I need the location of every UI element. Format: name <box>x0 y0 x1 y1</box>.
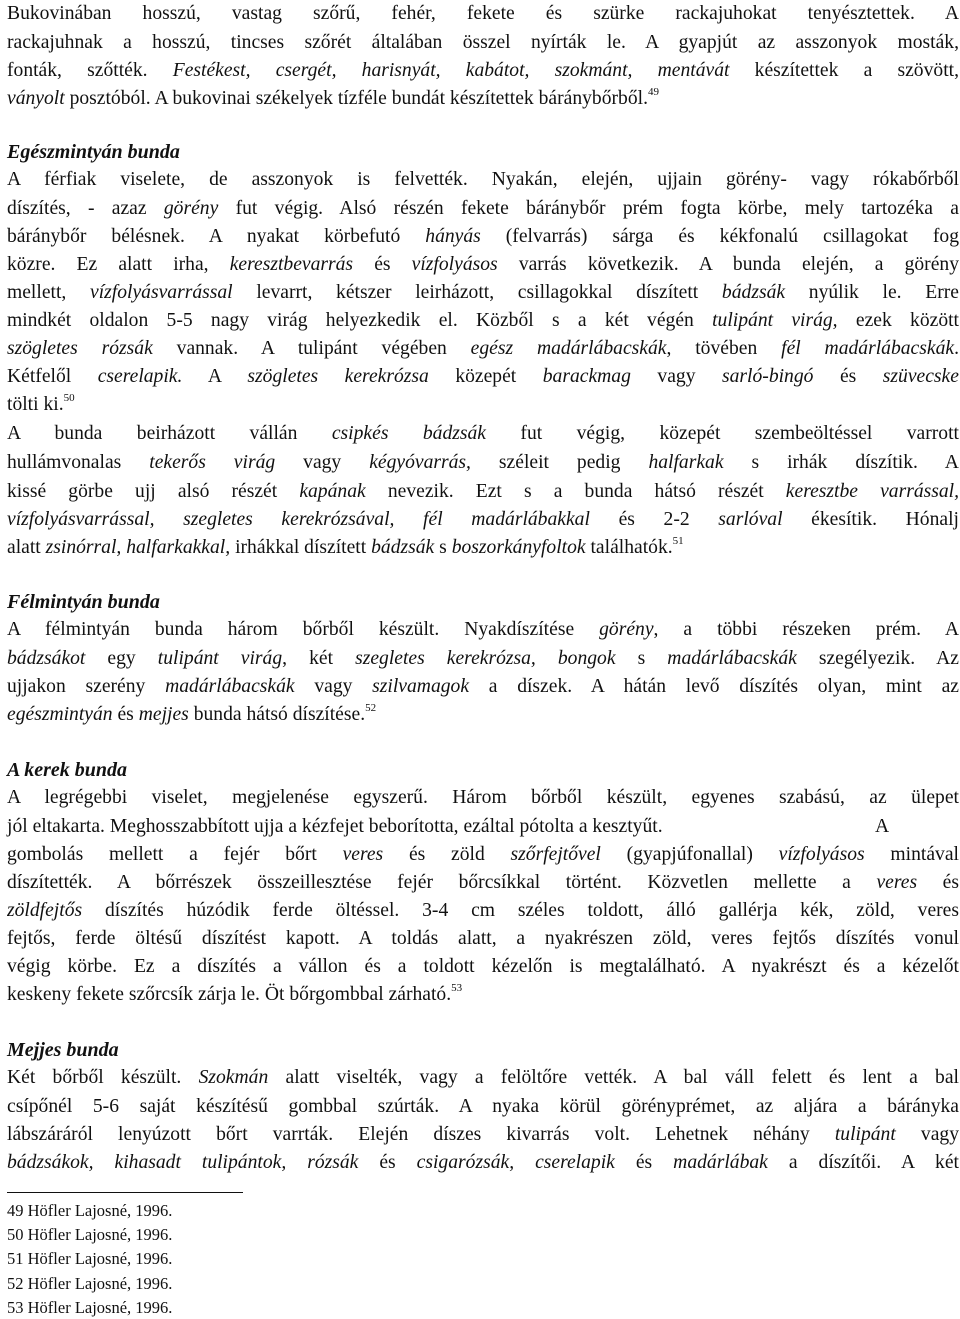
text-line: ujjakon szerény madárlábacskák vagy szilvamagok a díszek. A hátán levő díszítés olyan, mint az <box>7 676 959 697</box>
text-line: A bunda beirházott vállán csipkés bádzsák fut végig, közepét szembeöltéssel varrott <box>7 423 959 444</box>
text-line: A félmintyán bunda három bőrből készült. Nyakdíszítése görény, a többi részeken prém. A <box>7 619 959 640</box>
text-line: lábszáráról lenyúzott bőrt varrták. Elején díszes kivarrás volt. Lehetnek néhány tulipánt vagy <box>7 1124 959 1145</box>
footnote: 53 Höfler Lajosné, 1996. <box>7 1297 173 1317</box>
text-line: tölti ki.$^{50}$ <box>7 392 75 415</box>
text-line: Kétfelől cserelapik. A szögletes kerekrózsa közepét barackmag vagy sarló-bingó és szüvecske <box>7 366 959 387</box>
text-line: alatt zsinórral, halfarkakkal, irhákkal díszített bádzsák s boszorkányfoltok találhatók.$^{51}$ <box>7 535 684 558</box>
text-line: A férfiak viselete, de asszonyok is felvették. Nyakán, elején, ujjain görény- vagy rókabőrből <box>7 169 959 190</box>
text-line: mellett, vízfolyásvarrással levarrt, kétszer leirházott, csillagokkal díszített bádzsák nyúlik le. Erre <box>7 282 959 303</box>
section-heading: Mejjes bunda <box>7 1039 119 1061</box>
footnote: 52 Höfler Lajosné, 1996. <box>7 1273 173 1293</box>
footnote: 50 Höfler Lajosné, 1996. <box>7 1225 173 1245</box>
text-line: díszítették. A bőrrészek összeillesztése fejér bőrcsíkkal történt. Közvetlen mellette a veres és <box>7 872 959 893</box>
section-heading: Egészmintyán bunda <box>7 141 180 163</box>
text-line: jól eltakarta. Meghosszabbított ujja a kézfejet beborította, ezáltal pótolta a kesztyűt. A <box>7 816 890 837</box>
text-line: báránybőr bélésnek. A nyakat körbefutó hányás (felvarrás) sárga és kékfonalú csillagokat fog <box>7 226 959 247</box>
footnote-ref: 51 <box>672 535 684 548</box>
text-line: szögletes rózsák vannak. A tulipánt végében egész madárlábacskák, tövében fél madárlábacskák. <box>7 338 959 359</box>
footnote-ref: 49 <box>647 86 659 99</box>
text-line: rackajuhnak a hosszú, tincses szőrét általában összel nyírták le. A gyapjút az asszonyok mosták, <box>7 32 959 53</box>
text-line: csípőnél 5-6 saját készítésű gombbal szúrták. A nyaka körül görényprémet, az aljára a bárányka <box>7 1096 959 1117</box>
text-line: Bukovinában hosszú, vastag szőrű, fehér, fekete és szürke rackajuhokat tenyésztettek. A <box>7 3 959 24</box>
text-line: mindkét oldalon 5-5 nagy virág helyezkedik el. Közből s a két végén tulipánt virág, ezek között <box>7 310 959 331</box>
footnote-ref: 50 <box>63 392 75 405</box>
text-line: kissé görbe ujj alsó részét kapának nevezik. Ezt s a bunda hátsó részét keresztbe varrással, <box>7 481 959 502</box>
text-line: végig körbe. Ez a díszítés a vállon és a toldott kézelőn is megtalálható. A nyakrészt és a kézelőt <box>7 956 959 977</box>
text-line: fejtős, ferde öltésű díszítést kapott. A toldás alatt, a nyakrészen zöld, veres fejtős díszítés vonul <box>7 928 959 949</box>
section-heading: Félmintyán bunda <box>7 591 160 613</box>
text-line: egészmintyán és mejjes bunda hátsó díszítése.$^{52}$ <box>7 702 377 725</box>
text-line: díszítés, - azaz görény fut végig. Alsó részén fekete báránybőr prém fogta körbe, mely tartozéka a <box>7 198 959 219</box>
footnote: 49 Höfler Lajosné, 1996. <box>7 1201 173 1220</box>
text-line: hullámvonalas tekerős virág vagy kégyóvarrás, széleit pedig halfarkak s irhák díszítik. A <box>7 452 959 473</box>
text-line: A legrégebbi viselet, megjelenése egyszerű. Három bőrből készült, egyenes szabású, az ülepet <box>7 787 959 808</box>
text-line: ványolt posztóból. A bukovinai székelyek tízféle bundát készítettek báránybőrből.$^{49}$ <box>7 86 659 109</box>
text-line: bádzsákok, kihasadt tulipántok, rózsák és csigarózsák, cserelapik és madárlábak a díszítői. A két <box>7 1152 959 1173</box>
text-line: zöldfejtős díszítés húzódik ferde öltéssel. 3-4 cm széles toldott, álló gallérja kék, zöld, veres <box>7 900 959 921</box>
text-line: bádzsákot egy tulipánt virág, két szegletes kerekrózsa, bongok s madárlábacskák szegélyezik. Az <box>7 648 959 669</box>
text-line: Két bőrből készült. Szokmán alatt viselték, vagy a felöltőre vették. A bal váll felett és lent a bal <box>7 1067 959 1088</box>
footnote-ref: 52 <box>365 702 377 715</box>
text-line: keskeny fekete szőrcsík zárja le. Öt bőrgombbal zárható.$^{53}$ <box>7 982 463 1005</box>
text-line: közre. Ez alatt irha, keresztbevarrás és vízfolyásos varrás következik. A bunda elején, a görény <box>7 254 959 275</box>
text-line: vízfolyásvarrással, szegletes kerekrózsával, fél madárlábakkal és 2-2 sarlóval ékesítik. Hónalj <box>7 509 959 530</box>
text-line: gombolás mellett a fejér bőrt veres és zöld szőrfejtővel (gyapjúfonallal) vízfolyásos mintával <box>7 844 959 865</box>
footnote-ref: 53 <box>451 982 463 995</box>
footnote-divider <box>7 1192 243 1193</box>
footnote: 51 Höfler Lajosné, 1996. <box>7 1249 173 1269</box>
text-line: fonták, szőtték. Festékest, csergét, harisnyát, kabátot, szokmánt, mentávát készítettek a szövött, <box>7 60 959 81</box>
section-heading: A kerek bunda <box>7 759 128 781</box>
